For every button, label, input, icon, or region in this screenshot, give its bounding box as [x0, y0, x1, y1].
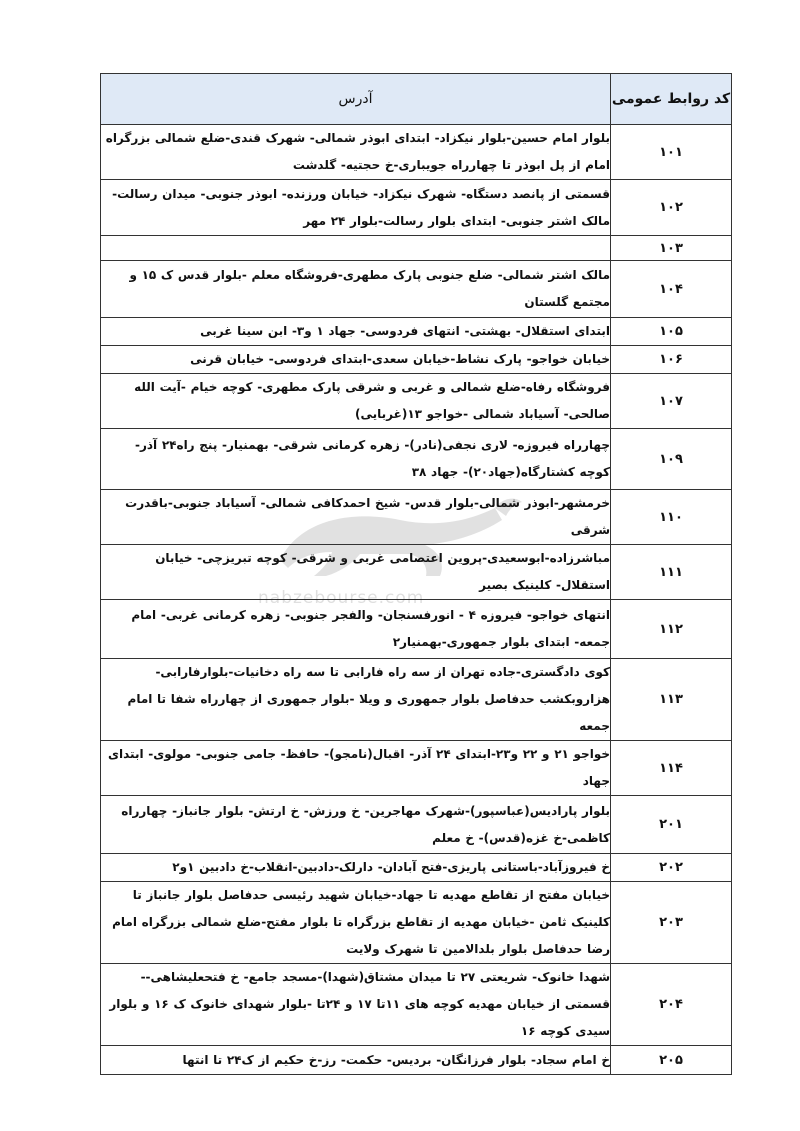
table-row [101, 796, 732, 854]
table-row [101, 490, 732, 545]
row-code: ۱۰۷ [611, 374, 732, 429]
header-code: کد روابط عمومی [611, 74, 732, 125]
table-row [101, 346, 732, 374]
row-address: قسمتی از پانصد دستگاه- شهرک نیکزاد- خیابان ورزنده- ابوذر جنوبی- میدان رسالت- مالک اشتر جنوبی- ابتدای بلوار رسالت-بلوار ۲۴ مهر [101, 180, 611, 236]
row-code: ۱۱۴ [611, 741, 732, 796]
row-code: ۲۰۱ [611, 796, 732, 854]
table-row [101, 545, 732, 600]
table-row [101, 236, 732, 261]
row-address: کوی دادگستری-جاده تهران از سه راه فارابی تا سه راه دخانیات-بلوارفارابی-هزاروبکشب حدفاصل بلوار جمهوری و ویلا -بلوار جمهوری از چهارراه شفا تا امام جمعه [101, 659, 611, 741]
row-address: مالک اشتر شمالی- ضلع جنوبی پارک مطهری-فروشگاه معلم -بلوار قدس ک ۱۵ و مجتمع گلستان [101, 261, 611, 318]
row-address: خ امام سجاد- بلوار فرزانگان- بردیس- حکمت- رز-خ حکیم از ک۲۴ تا انتها [101, 1046, 611, 1075]
row-address: مباشرزاده-ابوسعیدی-پروین اعتصامی غربی و شرقی- کوچه تبریزچی- خیابان استقلال- کلینیک بصیر [101, 545, 611, 600]
address-table [100, 73, 732, 1075]
row-code: ۱۱۳ [611, 659, 732, 741]
row-code: ۲۰۳ [611, 882, 732, 964]
row-code: ۱۰۵ [611, 318, 732, 346]
header-address: آدرس [101, 74, 611, 125]
table-row [101, 741, 732, 796]
row-address: خیابان خواجو- پارک نشاط-خیابان سعدی-ابتدای فردوسی- خیابان قرنی [101, 346, 611, 374]
row-code: ۲۰۲ [611, 854, 732, 882]
row-code: ۱۱۱ [611, 545, 732, 600]
table-row [101, 180, 732, 236]
table-row [101, 882, 732, 964]
row-address: انتهای خواجو- فیروزه ۴ - انورفسنجان- والفجر جنوبی- زهره کرمانی غربی- امام جمعه- ابتدای بلوار جمهوری-بهمنیار۲ [101, 600, 611, 659]
row-address: بلوار امام حسین-بلوار نیکزاد- ابتدای ابوذر شمالی- شهرک قندی-ضلع شمالی بزرگراه امام از پل ابوذر تا چهارراه جویباری-خ حجتیه- گلدشت [101, 125, 611, 180]
row-address: خیابان مفتح از تقاطع مهدیه تا جهاد-خیابان شهید رئیسی حدفاصل بلوار جانباز تا کلینیک ثامن -خیابان مهدیه از تقاطع بزرگراه تا بلوار مفتح-ضلع شمالی بزرگراه امام رضا حدفاصل بلوار بلدالامین تا شهرک ولایت [101, 882, 611, 964]
table-row [101, 261, 732, 318]
row-code: ۱۰۴ [611, 261, 732, 318]
table-row [101, 125, 732, 180]
row-address: ابتدای استقلال- بهشتی- انتهای فردوسی- جهاد ۱ و۳- ابن سینا غربی [101, 318, 611, 346]
row-code: ۱۰۱ [611, 125, 732, 180]
table-header-row [101, 74, 732, 125]
row-address: فروشگاه رفاه-ضلع شمالی و غربی و شرقی پارک مطهری- کوچه خیام -آیت الله صالحی- آسیاباد شمالی -خواجو ۱۳(غربایی) [101, 374, 611, 429]
row-address: شهدا خانوک- شریعتی ۲۷ تا میدان مشتاق(شهدا)-مسجد جامع- خ فتحعلیشاهی-- قسمتی از خیابان مهدیه کوچه های ۱۱تا ۱۷ و ۲۴تا -بلوار شهدای خانوک ک ۱۶ و بلوار سیدی کوچه ۱۶ [101, 964, 611, 1046]
row-code: ۱۱۲ [611, 600, 732, 659]
table-row [101, 964, 732, 1046]
row-address: چهارراه فیروزه- لاری نجفی(نادر)- زهره کرمانی شرقی- بهمنیار- پنج راه۲۴ آذر- کوچه کشتارگاه(جهاد۲۰)- جهاد ۳۸ [101, 429, 611, 490]
table-row [101, 600, 732, 659]
row-code: ۲۰۴ [611, 964, 732, 1046]
row-address: بلوار پارادیس(عباسپور)-شهرک مهاجرین- خ ورزش- خ ارتش- بلوار جانباز- چهارراه کاظمی-خ غزه(قدس)- خ معلم [101, 796, 611, 854]
row-address [101, 236, 611, 261]
table-row [101, 318, 732, 346]
table-row [101, 854, 732, 882]
table-row [101, 374, 732, 429]
table-row [101, 429, 732, 490]
row-address: خ فیروزآباد-باستانی پاریزی-فتح آبادان- دارلک-دادبین-انقلاب-خ دادبین ۱و۲ [101, 854, 611, 882]
table-row [101, 1046, 732, 1075]
row-code: ۲۰۵ [611, 1046, 732, 1075]
row-address: خرمشهر-ابوذر شمالی-بلوار قدس- شیخ احمدکافی شمالی- آسیاباد جنوبی-باقدرت شرقی [101, 490, 611, 545]
row-code: ۱۰۶ [611, 346, 732, 374]
watermark-text: nabzebourse.com [258, 588, 425, 608]
row-code: ۱۱۰ [611, 490, 732, 545]
table-row [101, 659, 732, 741]
row-code: ۱۰۲ [611, 180, 732, 236]
row-code: ۱۰۳ [611, 236, 732, 261]
row-address: خواجو ۲۱ و ۲۲ و۲۳-ابتدای ۲۴ آذر- اقبال(نامجو)- حافظ- جامی جنوبی- مولوی- ابتدای جهاد [101, 741, 611, 796]
row-code: ۱۰۹ [611, 429, 732, 490]
